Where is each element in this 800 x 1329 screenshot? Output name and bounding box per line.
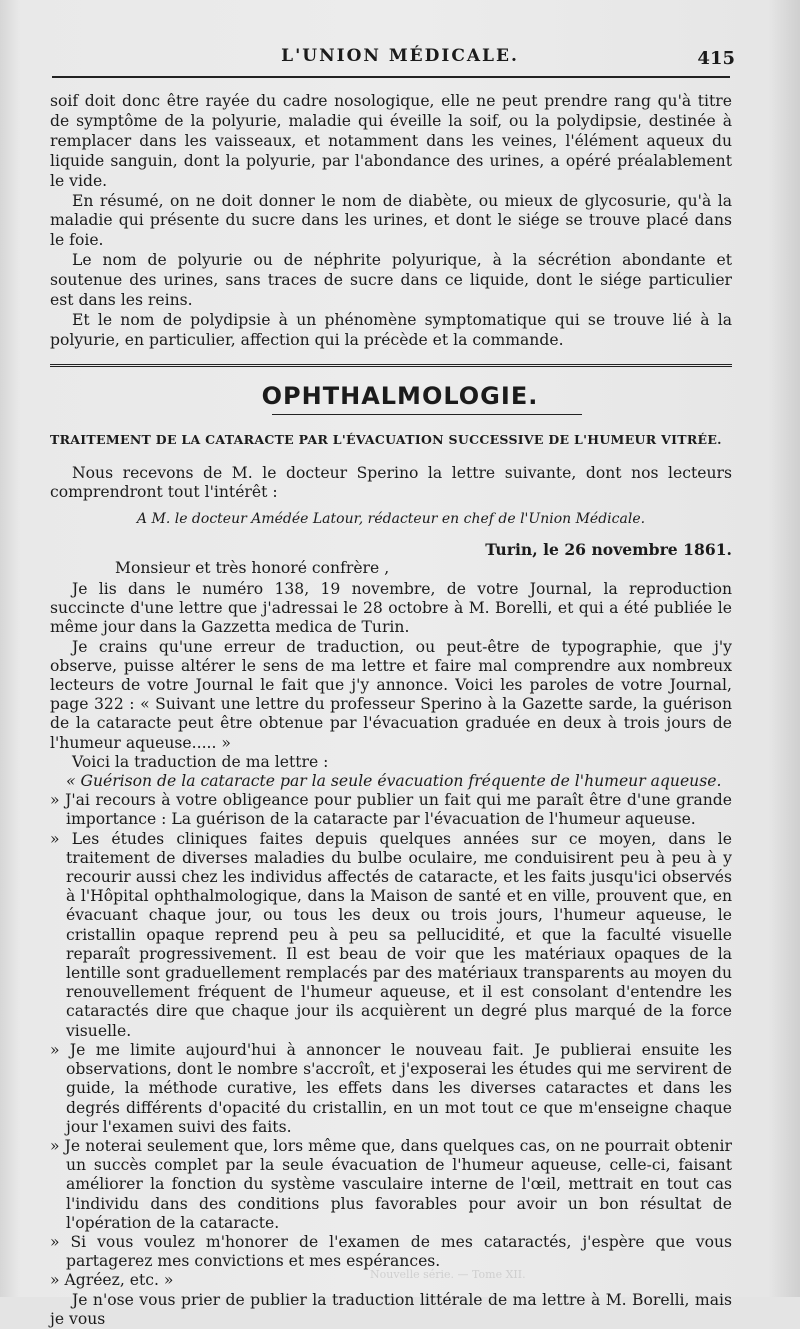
letter-address: A M. le docteur Amédée Latour, rédacteur en chef de l'Union Médicale.: [136, 511, 646, 528]
quote-closing: » Agréez, etc. »: [50, 1271, 174, 1290]
intro-paragraph: Le nom de polyurie ou de néphrite polyurique, à la sécrétion abondante et soutenue des urines, sans traces de sucre dans ce liquide, dont le siége particulier est dans les reins.: [50, 251, 732, 310]
bleed-through-footer: Nouvelle série. — Tome XII.: [370, 1268, 526, 1281]
quote-paragraph: » Les études cliniques faites depuis quelques années sur ce moyen, dans le traitement de diverses maladies du bulbe oculaire, me conduisirent peu à peu à y recourir aussi chez les individus affectés de cataracte, et les faits jusqu'ici observés à l'Hôpital ophthalmologique, dans la Maison de santé et en ville, prouvent que, en évacuant chaque jour, ou tous les deux ou trois jours, l'humeur aqueuse, le cristallin opaque reprend peu à peu sa pellucidité, et que la faculté visuelle reparaît progressivement. Il est beau de voir que les matériaux opaques de la lentille sont graduellement remplacés par des matériaux transparents au moyen du renouvellement fréquent de l'humeur aqueuse, et il est consolant d'entendre les cataractés dire que chaque jour ils acquièrent un degré plus marqué de la force visuelle.: [50, 829, 732, 1040]
letter-paragraph: Je lis dans le numéro 138, 19 novembre, de votre Journal, la reproduction succincte d'une lettre que j'adressai le 28 octobre à M. Borelli, et qui a été publiée le même jour dans la Gazzetta medica de Turin.: [50, 580, 732, 637]
letter-dateline: Turin, le 26 novembre 1861.: [485, 539, 732, 559]
running-header-title: L'UNION MÉDICALE.: [281, 46, 519, 66]
section-divider: [50, 364, 732, 369]
quote-title: « Guérison de la cataracte par la seule évacuation fréquente de l'humeur aqueuse.: [66, 772, 722, 791]
letter-paragraph: Je n'ose vous prier de publier la traduction littérale de ma lettre à M. Borelli, mais je vous: [50, 1290, 732, 1328]
quote-paragraph: » Si vous voulez m'honorer de l'examen de mes cataractés, j'espère que vous partagerez mes convictions et mes espérances.: [50, 1232, 732, 1271]
intro-text: [50, 92, 732, 351]
quote-paragraph: » Je noterai seulement que, lors même que, dans quelques cas, on ne pourrait obtenir un succès complet par la seule évacuation de l'humeur aqueuse, celle-ci, faisant améliorer la fonction du système vasculaire interne de l'œil, mettrait en tout cas l'individu dans des conditions plus favorables pour avoir un bon résultat de l'opération de la cataracte.: [50, 1136, 732, 1232]
quote-paragraph: » J'ai recours à votre obligeance pour publier un fait qui me paraît être d'une grande importance : La guérison de la cataracte par l'évacuation de l'humeur aqueuse.: [50, 791, 732, 829]
intro-paragraph: soif doit donc être rayée du cadre nosologique, elle ne peut prendre rang qu'à titre de symptôme de la polyurie, maladie qui éveille la soif, ou la polydipsie, destinée à remplacer dans les vaisseaux, et notamment dans les veines, l'élément aqueux du liquide sanguin, dont la polyurie, par l'abondance des urines, a opéré préalablement le vide.: [50, 92, 732, 190]
letter-intro: Nous recevons de M. le docteur Sperino la lettre suivante, dont nos lecteurs comprendront tout l'intérêt :: [50, 464, 732, 502]
quote-paragraph: » Je me limite aujourd'hui à annoncer le nouveau fait. Je publierai ensuite les observations, dont le nombre s'accroît, et j'exposerai les études qui me servirent de guide, la méthode curative, les effets dans les diverses cataractes et dans les degrés différents d'opacité du cristallin, en un mot tout ce que m'enseigne chaque jour l'examen suivi des faits.: [50, 1040, 732, 1136]
intro-paragraph: Et le nom de polydipsie à un phénomène symptomatique qui se trouve lié à la polyurie, en particulier, affection qui la précède et la commande.: [50, 310, 732, 349]
letter-salutation: Monsieur et très honoré confrère ,: [115, 558, 390, 577]
page-number: 415: [697, 48, 735, 69]
intro-paragraph: En résumé, on ne doit donner le nom de diabète, ou mieux de glycosurie, qu'à la maladie qui présente du sucre dans les urines, et dont le siége se trouve placé dans le foie.: [50, 191, 732, 250]
letter-paragraph: Je crains qu'une erreur de traduction, ou peut-être de typographie, que j'y observe, puisse altérer le sens de ma lettre et faire mal comprendre aux nombreux lecteurs de votre Journal le fait que j'y annonce. Voici les paroles de votre Journal, page 322 : « Suivant une lettre du professeur Sperino à la Gazette sarde, la guérison de la cataracte peut être obtenue par l'évacuation graduée en deux à trois jours de l'humeur aqueuse..... »: [50, 637, 732, 752]
letter-body: [50, 464, 732, 1329]
section-title-underline: [272, 414, 582, 415]
letter-paragraph: Voici la traduction de ma lettre :: [72, 752, 329, 771]
header-rule: [52, 76, 730, 78]
section-title: OPHTHALMOLOGIE.: [261, 382, 539, 410]
article-title: TRAITEMENT DE LA CATARACTE PAR L'ÉVACUATION SUCCESSIVE DE L'HUMEUR VITRÉE.: [50, 432, 722, 447]
